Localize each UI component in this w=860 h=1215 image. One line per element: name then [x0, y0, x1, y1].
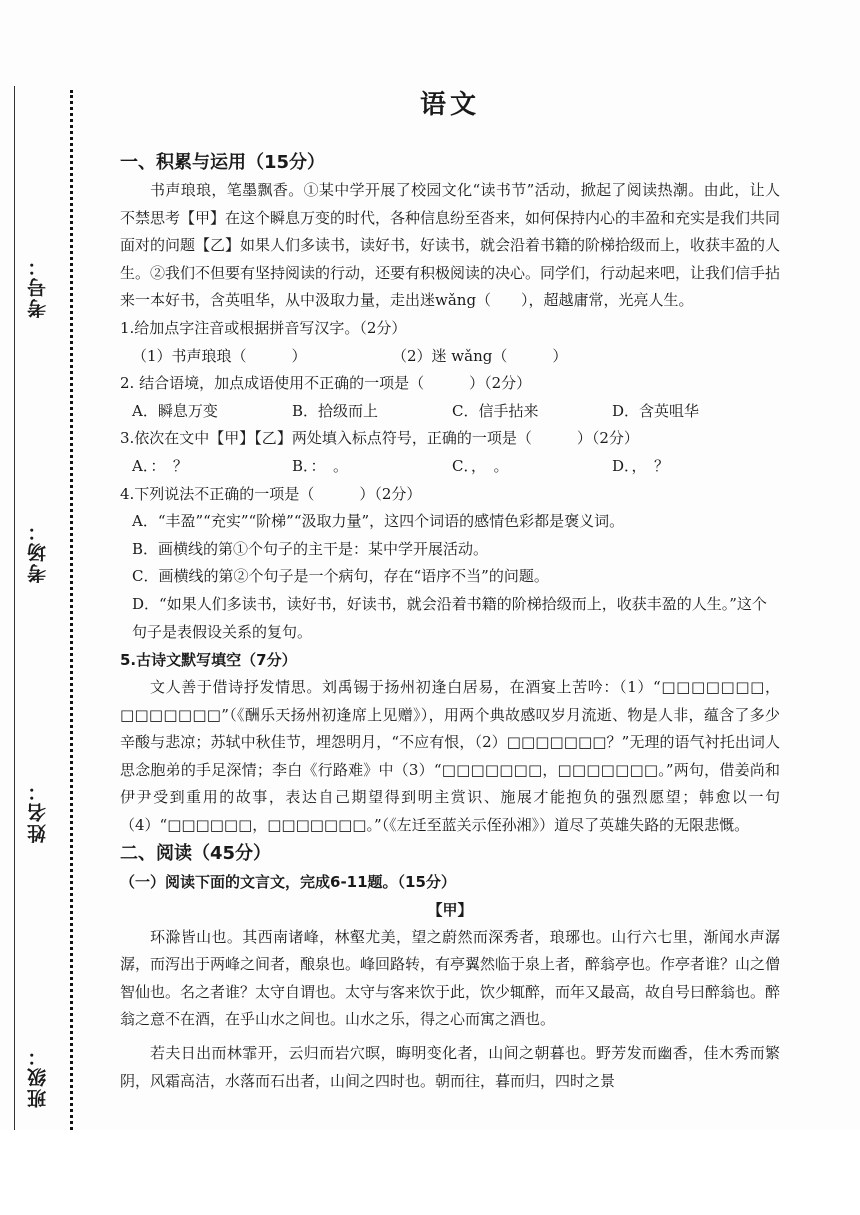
question-2-option-c: C．信手拈来 — [452, 401, 539, 420]
question-3-option-d: D．， ？ — [612, 456, 670, 475]
question-1-items — [120, 343, 780, 371]
exam-content — [120, 84, 780, 1095]
question-4-stem: 4.下列说法不正确的一项是（ ）（2分） — [120, 484, 422, 503]
exam-room-label: 考场： — [27, 520, 49, 583]
classical-passage-para-2: 若夫日出而林霏开，云归而岩穴暝，晦明变化者，山间之朝暮也。野芳发而幽香，佳木秀而繁阴，风霜高洁，水落而石出者，山间之四时也。朝而往，暮而归，四时之景 — [120, 1044, 780, 1090]
question-3-option-a: A．： ？ — [132, 456, 188, 475]
margin-rule — [14, 86, 15, 1130]
question-3-option-b: B．： 。 — [292, 456, 349, 475]
question-2-option-a: A．瞬息万变 — [132, 401, 218, 420]
passage-jia-label: 【甲】 — [427, 900, 473, 919]
question-5-text: 文人善于借诗抒发情思。刘禹锡于扬州初逢白居易，在酒宴上苦吟：（1）“□□□□□□□，□□□□□□□”（《酬乐天扬州初逢席上见赠》），用两个典故感叹岁月流逝、物是人非，蕴含了多少辛酸与悲凉；苏轼中秋佳节，埋怨明月，“不应有恨，（2）□□□□□□□？”无理的语气衬托出词人思念胞弟的手足深情；李白《行路难》中（3）“□□□□□□□，□□□□□□□。”两句，借姜尚和伊尹受到重用的故事，表达自己期望得到明主赏识、施展才能抱负的强烈愿望；韩愈以一句（4）“□□□□□□，□□□□□□□。”（《左迁至蓝关示侄孙湘》）道尽了英雄失路的无限悲慨。 — [120, 678, 780, 835]
question-4-option-a: A．“丰盈”“充实”“阶梯”“汲取力量”，这四个词语的感情色彩都是褒义词。 — [132, 512, 625, 531]
question-4-option-d: D．“如果人们多读书，读好书，好读书，就会沿着书籍的阶梯拾级而上，收获丰盈的人生。”这个句子是表假设关系的复句。 — [132, 594, 767, 641]
question-3-option-c: C．， 。 — [452, 456, 509, 475]
question-2-options — [120, 398, 780, 426]
binding-margin — [0, 0, 80, 1130]
question-1-item-2: （2）迷 wǎng（ ） — [392, 346, 568, 365]
section-2-heading: 二、阅读（45分） — [120, 842, 272, 864]
question-3-stem: 3.依次在文中【甲】【乙】两处填入标点符号，正确的一项是（ ）（2分） — [120, 429, 639, 448]
question-2-option-b: B．拾级而上 — [292, 401, 379, 420]
class-label: 班级： — [27, 1045, 49, 1108]
seal-dashed-line — [70, 90, 73, 1130]
question-5-stem: 5.古诗文默写填空（7分） — [120, 651, 297, 670]
question-2-stem: 2. 结合语境，加点成语使用不正确的一项是（ ）（2分） — [120, 374, 532, 393]
section-1-passage: 书声琅琅，笔墨飘香。①某中学开展了校园文化“读书节”活动，掀起了阅读热潮。由此，让人不禁思考【甲】在这个瞬息万变的时代，各种信息纷至沓来，如何保持内心的丰盈和充实是我们共同面对的问题【乙】如果人们多读书，读好书，好读书，就会沿着书籍的阶梯拾级而上，收获丰盈的人生。②我们不但要有坚持阅读的行动，还要有积极阅读的决心。同学们，行动起来吧，让我们信手拈来一本好书，含英咀华，从中汲取力量，走出迷wǎng（ ），超越庸常，光亮人生。 — [120, 181, 781, 310]
classical-passage-para-1: 环滁皆山也。其西南诸峰，林壑尤美，望之蔚然而深秀者，琅琊也。山行六七里，渐闻水声潺潺，而泻出于两峰之间者，酿泉也。峰回路转，有亭翼然临于泉上者，醉翁亭也。作亭者谁？山之僧智仙也。名之者谁？太守自谓也。太守与客来饮于此，饮少辄醉，而年又最高，故自号曰醉翁也。醉翁之意不在酒，在乎山水之间也。山水之乐，得之心而寓之酒也。 — [120, 927, 781, 1029]
exam-number-label: 考号： — [27, 255, 49, 318]
question-4-option-c: C．画横线的第②个句子是一个病句，存在“语序不当”的问题。 — [132, 567, 549, 586]
section-1-heading: 一、积累与运用（15分） — [120, 152, 326, 173]
question-3-options — [120, 453, 780, 481]
name-label: 姓名： — [27, 780, 49, 843]
question-1-item-1: （1）书声琅琅（ ） — [132, 346, 307, 365]
section-2-subheading: （一）阅读下面的文言文，完成6-11题。（15分） — [120, 872, 456, 891]
question-4-option-b: B．画横线的第①个句子的主干是：某中学开展活动。 — [132, 539, 489, 558]
question-2-option-d: D．含英咀华 — [612, 401, 700, 420]
page-title: 语文 — [419, 90, 480, 120]
question-1-stem: 1.给加点字注音或根据拼音写汉字。（2分） — [120, 318, 407, 337]
